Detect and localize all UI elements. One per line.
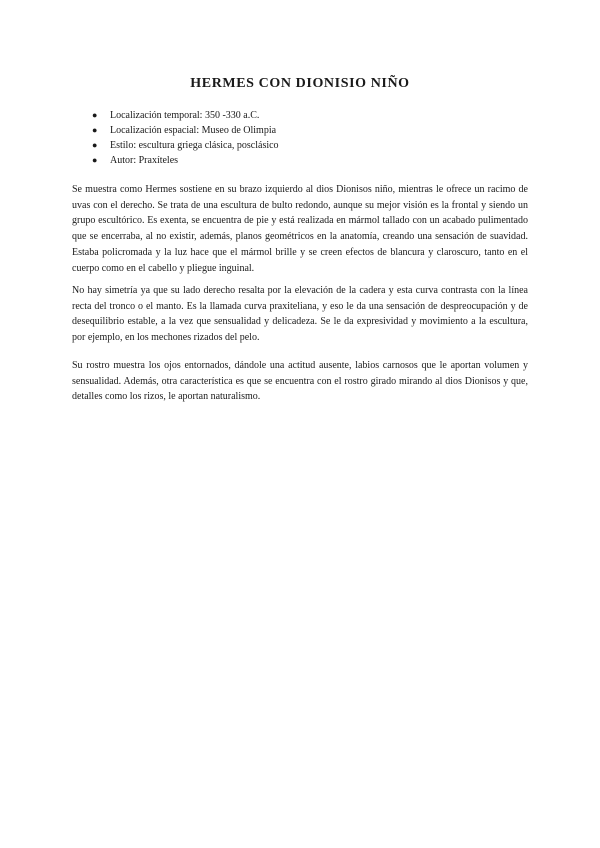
bullet-icon: ● <box>92 125 98 135</box>
bullet-text: Estilo: escultura griega clásica, posclásico <box>110 140 279 151</box>
document-title: HERMES CON DIONISIO NIÑO <box>190 76 410 91</box>
bullet-item-style <box>92 138 279 153</box>
bullet-icon: ● <box>92 110 98 120</box>
paragraph-description: Se muestra como Hermes sostiene en su brazo izquierdo al dios Dionisos niño, mientras le ofrece un racimo de uvas con el derecho. Se trata de una escultura de bulto redondo, aunque su mejor visión es la frontal y siendo un grupo escultórico. Es exenta, se encuentra de pie y está realizada en mármol tallado con un acabado pulimentado que se encerraba, al no existir, además, planos geométricos en la anatomía, creando una sensación de suavidad. Estaba policromada y la luz hace que el mármol brille y se creen efectos de blancura y claroscuro, tanto en el cuerpo como en el cabello y pliegue inguinal. <box>72 184 528 274</box>
bullet-item-author <box>92 153 279 168</box>
paragraph-face: Su rostro muestra los ojos entornados, dándole una actitud ausente, labios carnosos que le aportan volumen y sensualidad. Además, otra característica es que se encuentra con el rostro girado mirando al dios Dionisos y que, detalles como los rizos, le aportan naturalismo. <box>72 360 528 403</box>
paragraph-symmetry: No hay simetría ya que su lado derecho resalta por la elevación de la cadera y esta curva contrasta con la línea recta del tronco o el manto. Es la llamada curva praxiteliana, y eso le da una sensación de despreocupación y de desequilibrio estable, a la vez que sensualidad y delicadeza. Se le da expresividad y movimiento a la escultura, por ejemplo, en los mechones rizados del pelo. <box>72 285 528 344</box>
bullet-icon: ● <box>92 155 98 165</box>
info-bullet-list <box>92 108 279 168</box>
bullet-item-temporal <box>92 108 279 123</box>
bullet-text: Localización espacial: Museo de Olimpia <box>110 125 277 136</box>
bullet-text: Autor: Praxíteles <box>110 155 179 166</box>
bullet-item-spatial <box>92 123 279 138</box>
bullet-icon: ● <box>92 140 98 150</box>
bullet-text: Localización temporal: 350 -330 a.C. <box>110 110 260 121</box>
